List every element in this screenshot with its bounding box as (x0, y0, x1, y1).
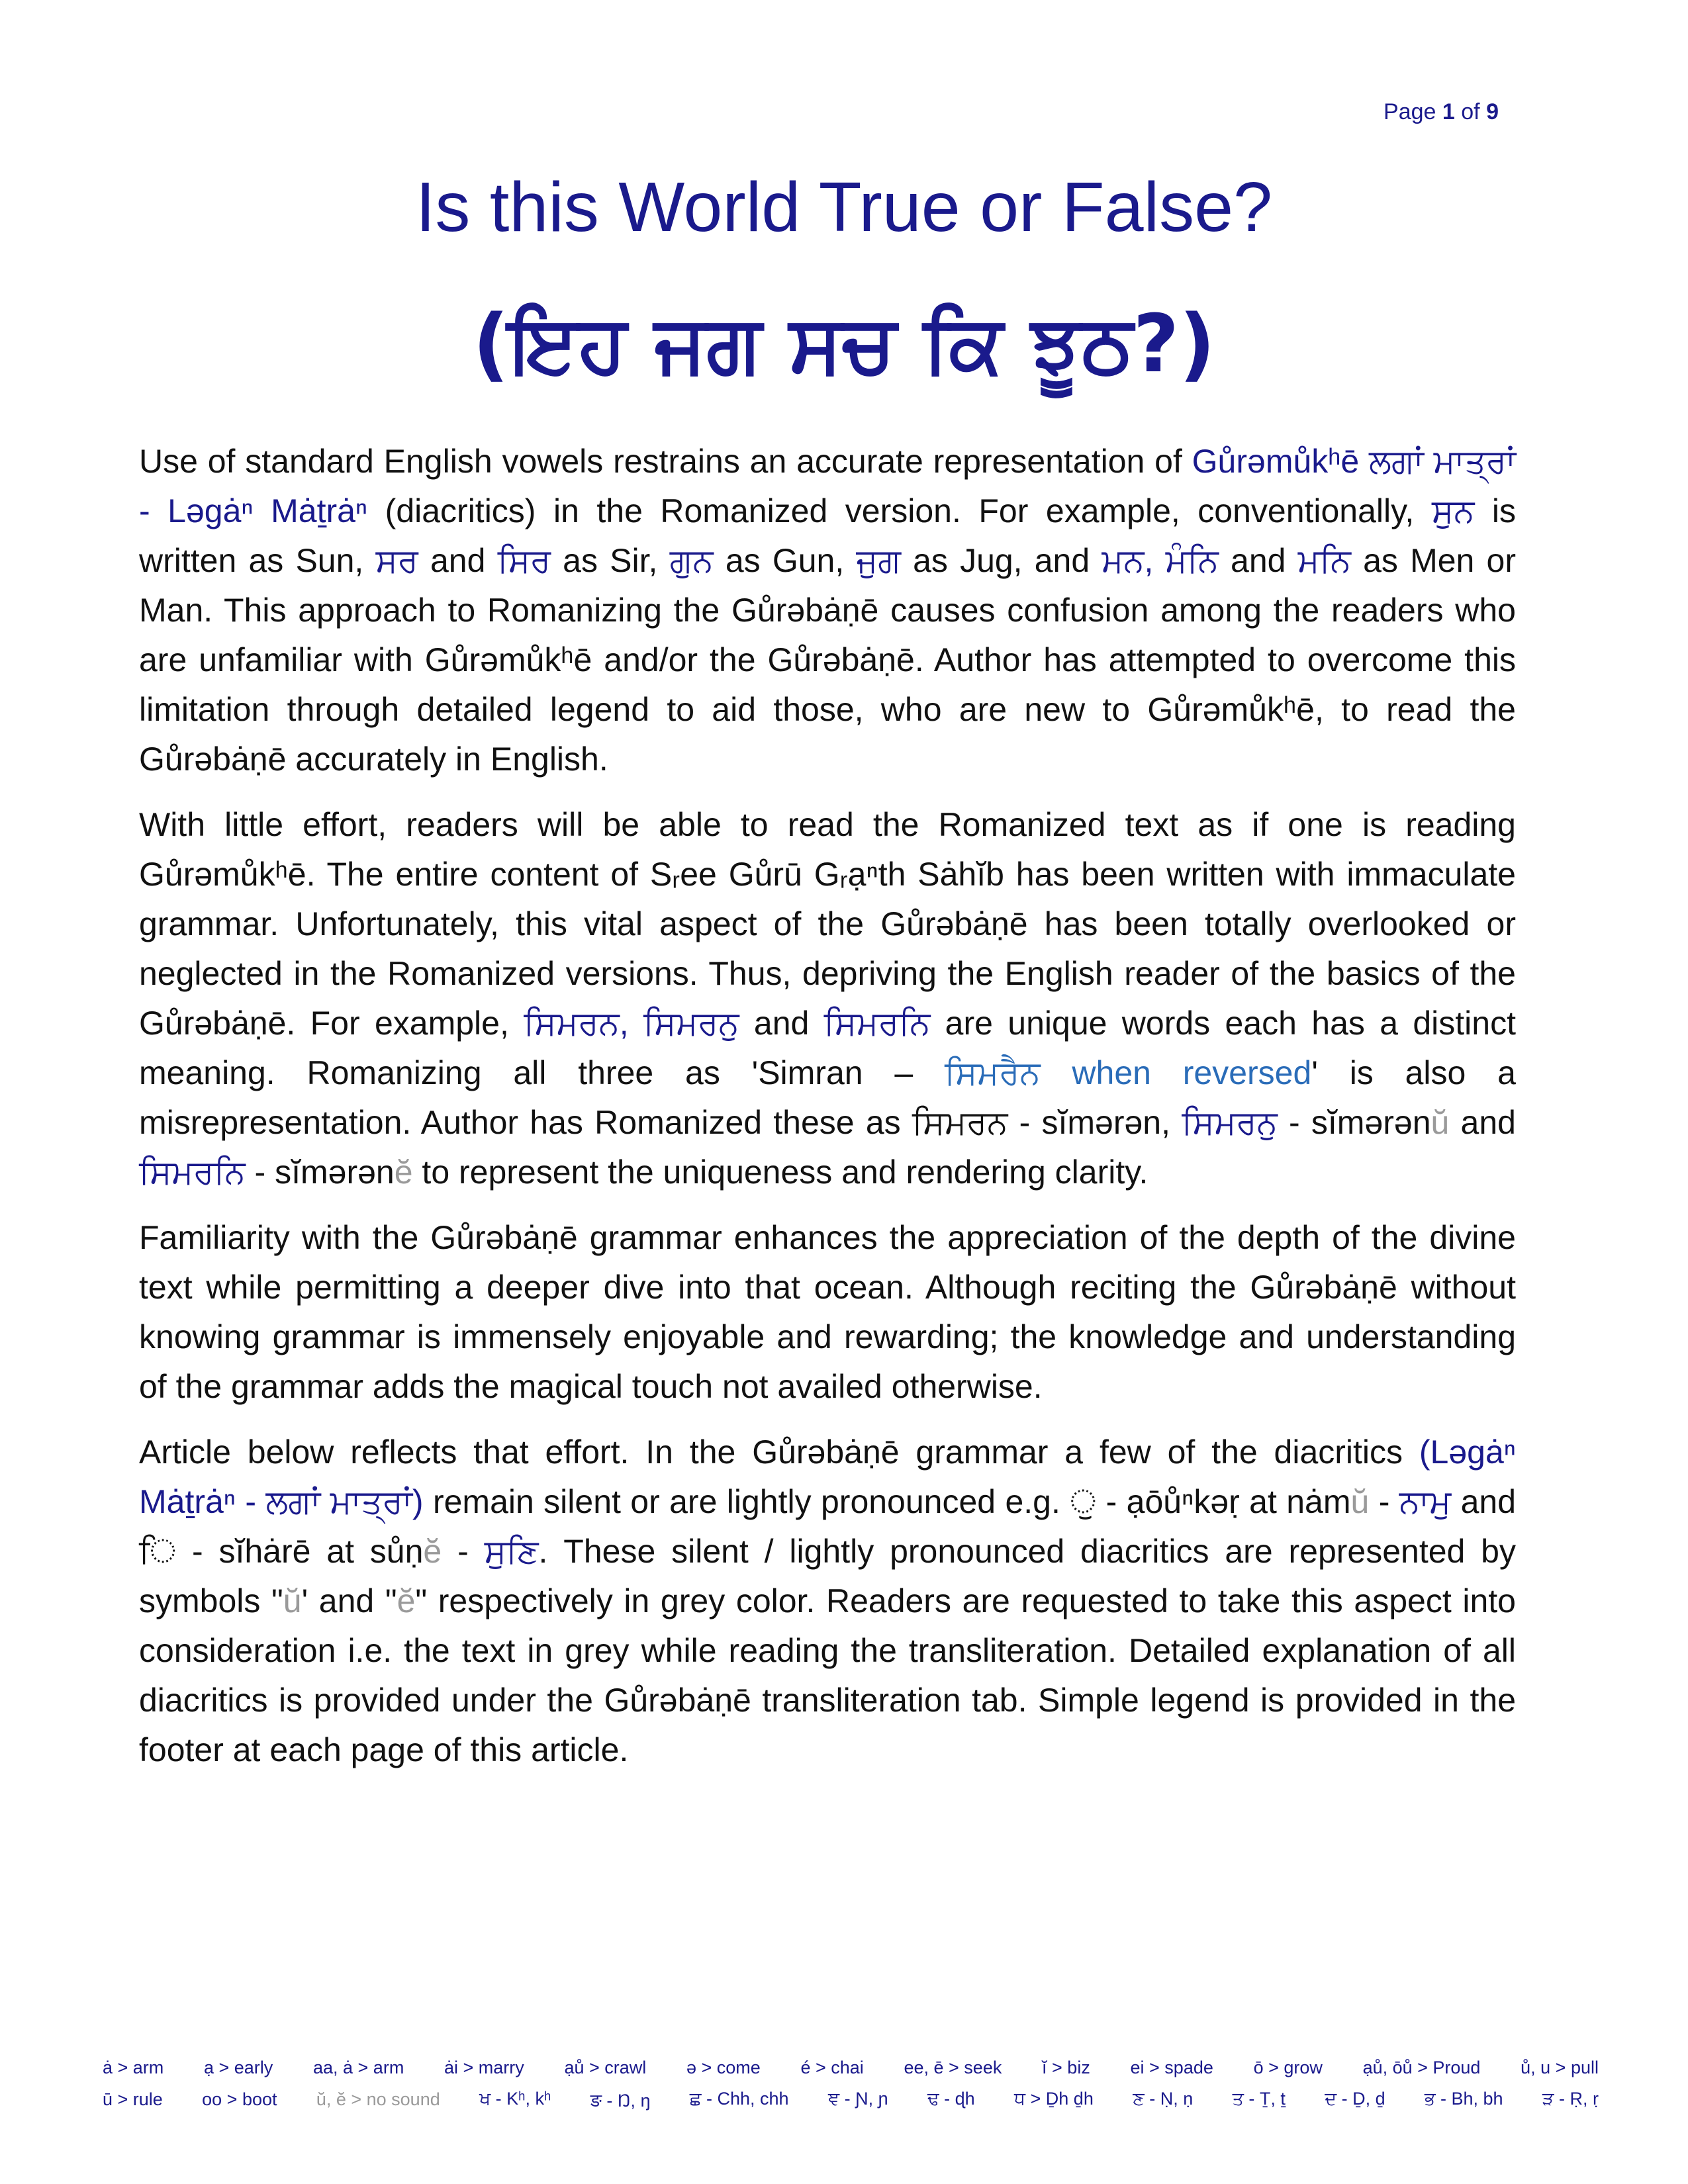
paragraph-2: With little effort, readers will be able to read the Romanized text as if one is reading Gůrəmůkʰē. The entire content of Sᵣee Gůrū Gᵣạⁿth Sȧhĭb has been written with immaculate grammar. Unfortunately, this vital aspect of the Gůrəbȧṇē has been totally overlooked or neglected in the Romanized versions. Thus, depriving the English reader of the basics of the Gůrəbȧṇē. For example, ਸਿਮਰਨ, ਸਿਮਰਨੁ and ਸਿਮਰਨਿ are unique words each has a distinct meaning. Romanizing all three as 'Simran – ਸਿਮਰੈਨ when reversed' is also a misrepresentation. Author has Romanized these as ਸਿਮਰਨ - sĭmərən, ਸਿਮਰਨੁ - sĭmərənŭ and ਸਿਮਰਨਿ - sĭmərənĕ to represent the uniqueness and rendering clarity. (139, 806, 1516, 1191)
article-body (139, 437, 1516, 1791)
legend-item: ਤ - Ṯ, ṯ (1232, 2089, 1286, 2109)
legend-item: ਣ - Ṇ, ṇ (1133, 2089, 1194, 2109)
paragraph-1: Use of standard English vowels restrains an accurate representation of Gůrəmůkʰē ਲਗਾਂ ਮਾਤ੍ਰਾਂ - Ləgȧⁿ Mȧṯrȧⁿ (diacritics) in the Romanized version. For example, conventionally, ਸੁਨ is written as Sun, ਸਰ and ਸਿਰ as Sir, ਗੁਨ as Gun, ਜੁਗ as Jug, and ਮਨ, ਮੰਨਿ and ਮਨਿ as Men or Man. This approach to Romanizing the Gůrəbȧṇē causes confusion among the readers who are unfamiliar with Gůrəmůkʰē and/or the Gůrəbȧṇē. Author has attempted to overcome this limitation through detailed legend to aid those, who are new to Gůrəmůkʰē, to read the Gůrəbȧṇē accurately in English. (139, 443, 1517, 778)
legend-item: ਢ - ɖh (927, 2089, 975, 2109)
page-current: 1 (1442, 99, 1455, 124)
legend-item: ạů, ōů > Proud (1362, 2057, 1481, 2077)
legend-item: ਧ > Ḏh ḏh (1014, 2089, 1094, 2109)
legend-item: ĭ > biz (1042, 2057, 1090, 2077)
paragraph-4: Article below reflects that effort. In the Gůrəbȧṇē grammar a few of the diacritics (Ləgȧⁿ Mȧṯrȧⁿ - ਲਗਾਂ ਮਾਤ੍ਰਾਂ) remain silent or are lightly pronounced e.g. ੁ - ạōůⁿkəṛ at nȧmŭ - ਨਾਮੁ and ਿ - sĭhȧrē at sůṇĕ - ਸੁਣਿ. These silent / lightly pronounced diacritics are represented by symbols "ŭ' and "ĕ" respectively in grey color. Readers are requested to take this aspect into consideration i.e. the text in grey while reading the transliteration. Detailed explanation of all diacritics is provided under the Gůrəbȧṇē transliteration tab. Simple legend is provided in the footer at each page of this article. (139, 1433, 1517, 1768)
page-number (1383, 99, 1499, 125)
legend-item: ə > come (686, 2057, 761, 2077)
page-sep: of (1461, 99, 1480, 124)
page-label: Page (1383, 99, 1436, 124)
legend-item: ei > spade (1130, 2057, 1213, 2077)
legend-item: ਛ - Chh, chh (689, 2089, 789, 2109)
legend-item: ਞ - Ɲ, ɲ (827, 2089, 888, 2109)
page-subtitle: (ਇਹ ਜਗ ਸਚ ਕਿ ਝੂਠ?) (473, 298, 1215, 390)
legend-item: ङ - Ŋ, ŋ (590, 2090, 651, 2111)
legend-item: ū > rule (103, 2089, 163, 2109)
legend-item: ạů > crawl (564, 2057, 647, 2077)
legend-item: oo > boot (202, 2089, 277, 2109)
paragraph-3: Familiarity with the Gůrəbȧṇē grammar enhances the appreciation of the depth of the divine text while permitting a deeper dive into that ocean. Although reciting the Gůrəbȧṇē without knowing grammar is immensely enjoyable and rewarding; the knowledge and understanding of the grammar adds the magical touch not availed otherwise. (139, 1219, 1516, 1405)
footer-legend (103, 2052, 1599, 2115)
legend-item: ੜ - Ṛ, ṛ (1542, 2089, 1599, 2109)
legend-item: aa, ȧ > arm (312, 2057, 404, 2077)
legend-item: ạ > early (203, 2057, 273, 2077)
page-title: Is this World True or False? (415, 168, 1273, 246)
legend-item: ȧ > arm (103, 2057, 164, 2077)
legend-item: ਭ - Bh, bh (1424, 2089, 1503, 2109)
legend-item: ਖ - Kʰ, kʰ (479, 2089, 551, 2109)
legend-item: ů, u > pull (1521, 2057, 1599, 2077)
legend-item: ō > grow (1253, 2057, 1323, 2077)
legend-row-1 (103, 2052, 1599, 2083)
legend-item: ਦ - Ḏ, ḏ (1325, 2089, 1385, 2109)
legend-item: ee, ē > seek (904, 2057, 1002, 2077)
page-total: 9 (1486, 99, 1499, 124)
legend-item: ȧi > marry (444, 2057, 524, 2077)
legend-item: é > chai (800, 2057, 864, 2077)
legend-item: ŭ, ĕ > no sound (316, 2089, 440, 2109)
legend-row-2 (103, 2083, 1599, 2115)
